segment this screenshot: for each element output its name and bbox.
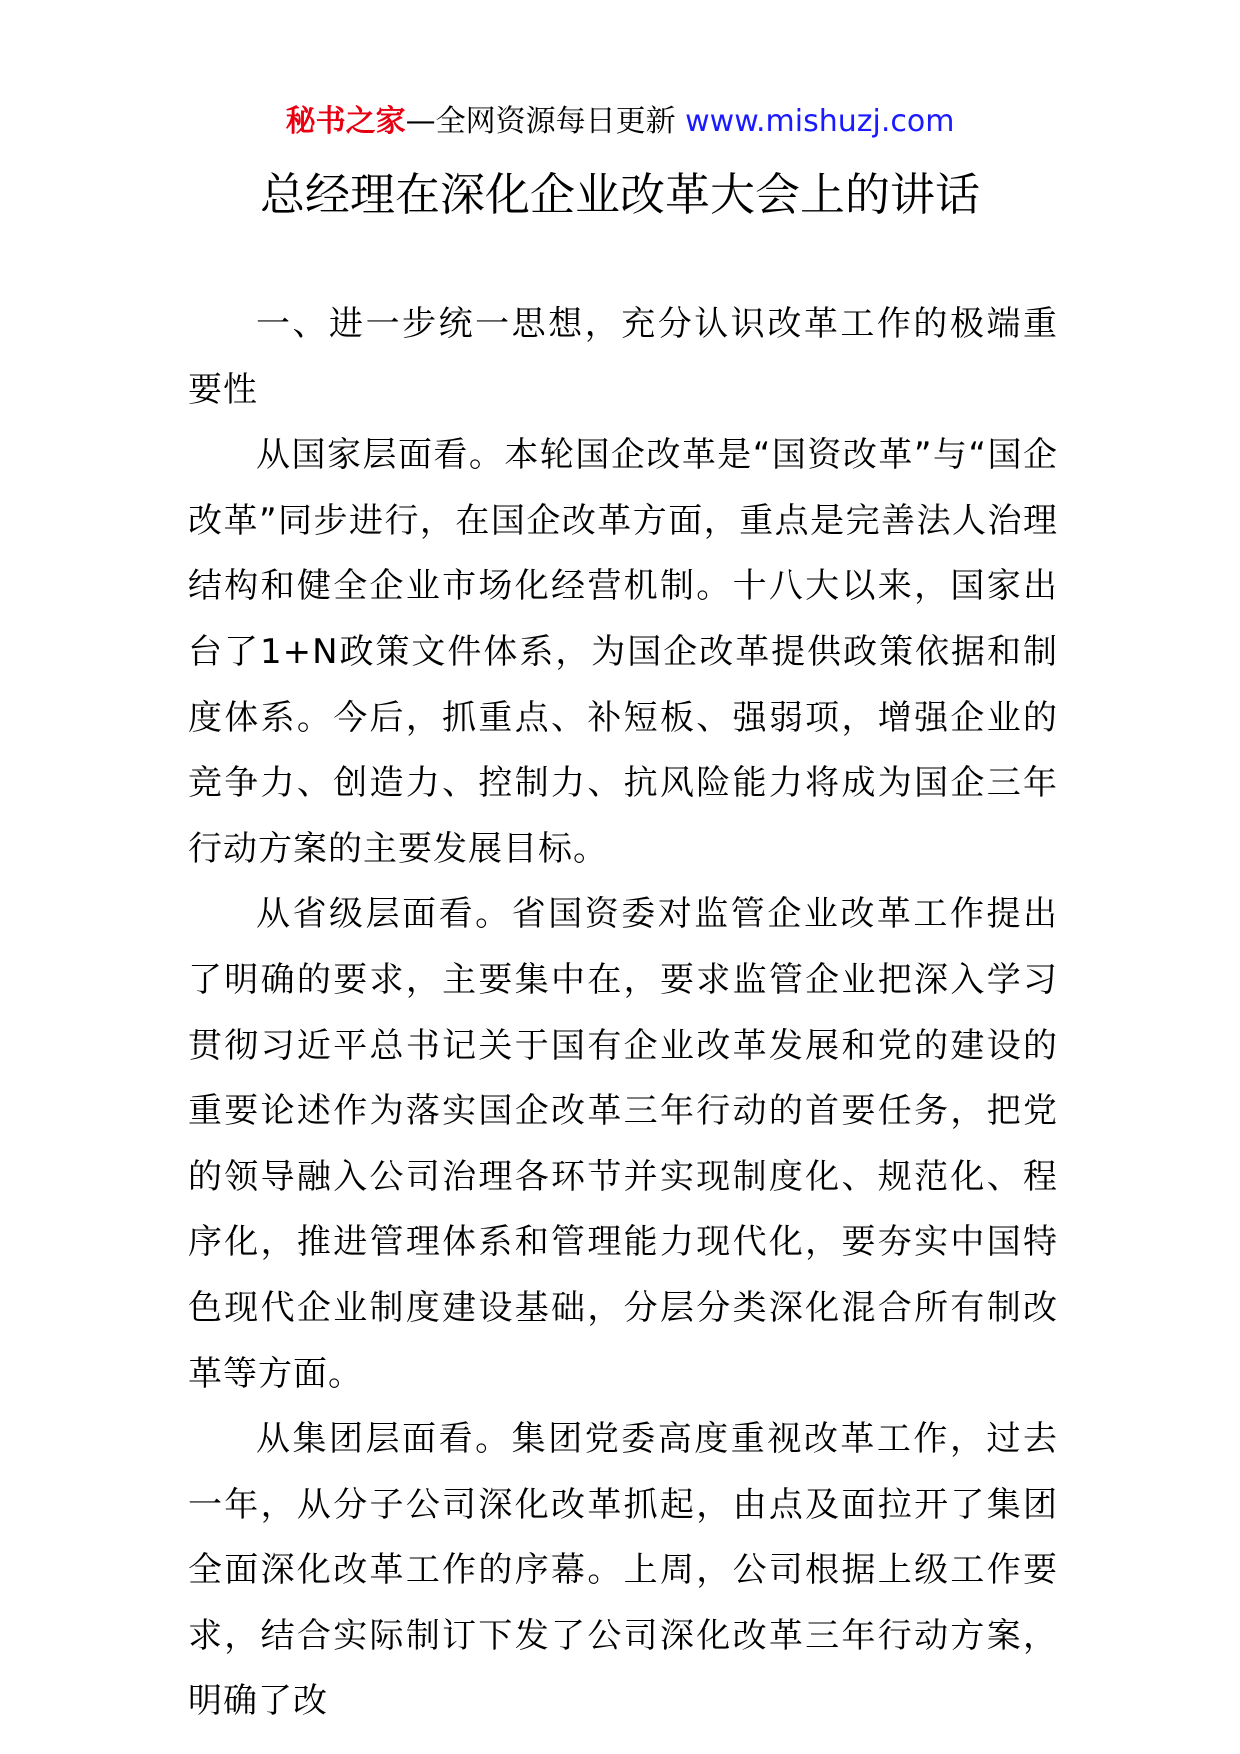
paragraph-provincial: 从省级层面看。省国资委对监管企业改革工作提出了明确的要求，主要集中在，要求监管企业把深入学习贯彻习近平总书记关于国有企业改革发展和党的建设的重要论述作为落实国企改革三年行动的首要任务，把党的领导融入公司治理各环节并实现制度化、规范化、程序化，推进管理体系和管理能力现代化，要夯实中国特色现代企业制度建设基础，分层分类深化混合所有制改革等方面。 [188, 894, 1058, 1394]
header-slogan: —全网资源每日更新 [405, 104, 676, 139]
brand-name: 秘书之家 [285, 104, 406, 139]
paragraph-national: 从国家层面看。本轮国企改革是“国资改革”与“国企改革”同步进行，在国企改革方面，重点是完善法人治理结构和健全企业市场化经营机制。十八大以来，国家出台了1+N政策文件体系，为国企改革提供政策依据和制度体系。今后，抓重点、补短板、强弱项，增强企业的竞争力、创造力、控制力、抗风险能力将成为国企三年行动方案的主要发展目标。 [188, 435, 1058, 869]
paragraph-group: 从集团层面看。集团党委高度重视改革工作，过去一年，从分子公司深化改革抓起，由点及面拉开了集团全面深化改革工作的序幕。上周，公司根据上级工作要求，结合实际制订下发了公司深化改革三年行动方案，明确了改 [188, 1419, 1058, 1722]
site-url-link[interactable]: www.mishuzj.com [685, 104, 955, 139]
document-body [188, 292, 1058, 1735]
section-heading: 一、进一步统一思想，充分认识改革工作的极端重要性 [188, 304, 1058, 410]
page-header [0, 102, 1240, 142]
document-title: 总经理在深化企业改革大会上的讲话 [259, 168, 980, 221]
